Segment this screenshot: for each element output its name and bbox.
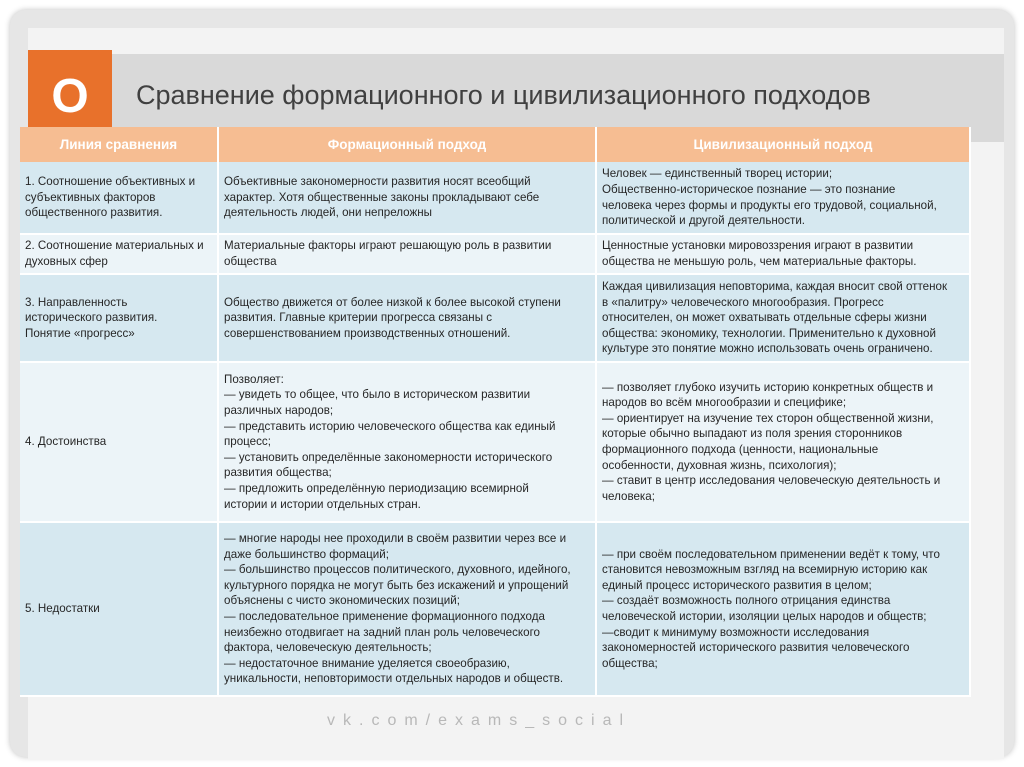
table-header-row: [20, 127, 970, 162]
cell-formation: Позволяет: — увидеть то общее, что было в историческом развитии различных народов; — представить историю человеческого общества как единый процесс; — установить определённые закономерности исторического развития общества; — предложить определённую периодизацию всемирной истории и истории отдельных стран.: [218, 362, 596, 522]
header-formation: Формационный подход: [218, 127, 596, 162]
header-line: Линия сравнения: [20, 127, 218, 162]
cell-line: 4. Достоинства: [20, 362, 218, 522]
comparison-table: [20, 127, 971, 697]
cell-civilization: — позволяет глубоко изучить историю конкретных обществ и народов во всём многообразии и специфике; — ориентирует на изучение тех сторон общественной жизни, которые обычно выпадают из поля зрения сторонников формационного подхода (ценности, национальные особенности, духовная жизнь, психология); — ставит в центр исследования человеческую деятельность и человека;: [596, 362, 970, 522]
cell-line: 5. Недостатки: [20, 522, 218, 696]
cell-civilization: Ценностные установки мировоззрения играют в развитии общества не меньшую роль, чем материальные факторы.: [596, 234, 970, 274]
table-row: [20, 162, 970, 234]
footer-watermark: vk.com/exams_social: [327, 712, 632, 729]
cell-formation: Объективные закономерности развития носят всеобщий характер. Хотя общественные законы прокладывают себе деятельность людей, они непреложны: [218, 162, 596, 234]
cell-line: 1. Соотношение объективных и субъективных факторов общественного развития.: [20, 162, 218, 234]
table-row: [20, 522, 970, 696]
cell-line: 3. Направленность исторического развития. Понятие «прогресс»: [20, 274, 218, 362]
cell-civilization: Человек — единственный творец истории; Общественно-историческое познание — это познание человека через формы и продукты его трудовой, социальной, политической и другой деятельности.: [596, 162, 970, 234]
header-civilization: Цивилизационный подход: [596, 127, 970, 162]
cell-formation: — многие народы нее проходили в своём развитии через все и даже большинство формаций; — большинство процессов политического, духовного, идейного, культурного порядка не могут быть без искажений и упрощений объяснены с чисто экономических позиций; — последовательное применение формационного подхода неизбежно отодвигает на задний план роль человеческого фактора, человеческую деятельность; — недостаточное внимание уделяется своеобразию, уникальности, неповторимости отдельных народов и обществ.: [218, 522, 596, 696]
logo-box: O: [28, 50, 112, 142]
cell-line: 2. Соотношение материальных и духовных сфер: [20, 234, 218, 274]
cell-formation: Общество движется от более низкой к более высокой ступени развития. Главные критерии прогресса связаны с совершенствованием производственных отношений.: [218, 274, 596, 362]
table-row: [20, 362, 970, 522]
table-row: [20, 234, 970, 274]
slide-title: Сравнение формационного и цивилизационного подходов: [136, 80, 871, 110]
table-row: [20, 274, 970, 362]
cell-civilization: — при своём последовательном применении ведёт к тому, что становится невозможным взгляд на всемирную историю как единый процесс исторического развития в целом; — создаёт возможность полного отрицания единства человеческой истории, изоляции целых народов и обществ; —сводит к минимуму возможности исследования закономерностей исторического развития человеческого общества;: [596, 522, 970, 696]
cell-civilization: Каждая цивилизация неповторима, каждая вносит свой оттенок в «палитру» человеческого многообразия. Прогресс относителен, он может охватывать отдельные сферы жизни общества: экономику, технологии. Применительно к духовной культуре это понятие можно использовать очень ограничено.: [596, 274, 970, 362]
cell-formation: Материальные факторы играют решающую роль в развитии общества: [218, 234, 596, 274]
